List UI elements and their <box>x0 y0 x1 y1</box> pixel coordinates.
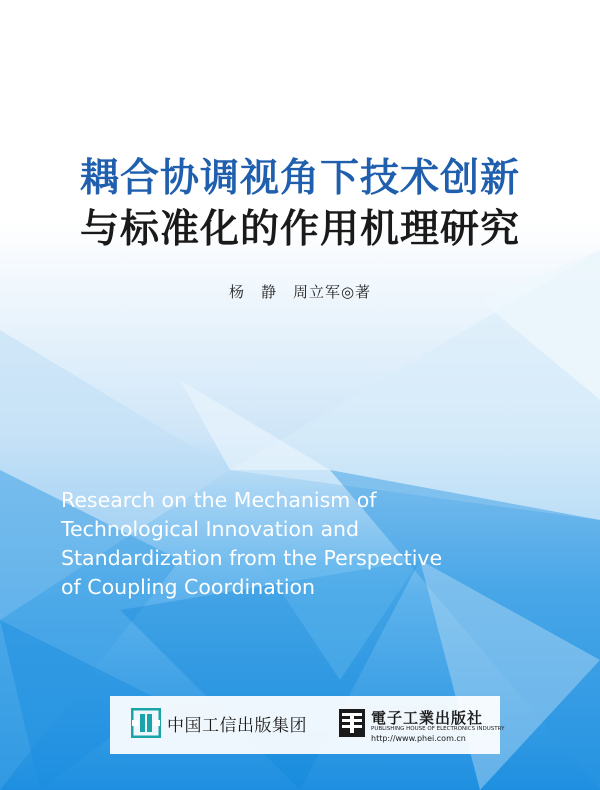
publisher-miit-name: 中国工信出版集团 <box>167 716 307 736</box>
phei-logo-icon <box>339 709 365 737</box>
title-line-1: 耦合协调视角下技术创新 <box>79 156 520 201</box>
english-title-line-1: Research on the Mechanism of <box>61 488 377 512</box>
publisher-phei-url: http://www.phei.com.cn <box>371 734 466 743</box>
authors: 杨 静 周立军◎著 <box>228 283 372 301</box>
publisher-phei-name-en: PUBLISHING HOUSE OF ELECTRONICS INDUSTRY <box>371 726 505 732</box>
english-title-line-2: Technological Innovation and <box>61 517 360 541</box>
publisher-phei-name-cn: 電子工業出版社 <box>371 709 484 727</box>
miit-publishing-group-logo-icon <box>131 708 161 738</box>
english-title-line-3: Standardization from the Perspective <box>61 546 443 570</box>
title-line-2: 与标准化的作用机理研究 <box>79 207 520 252</box>
english-title <box>61 486 442 602</box>
english-title-line-4: of Coupling Coordination <box>61 575 316 599</box>
